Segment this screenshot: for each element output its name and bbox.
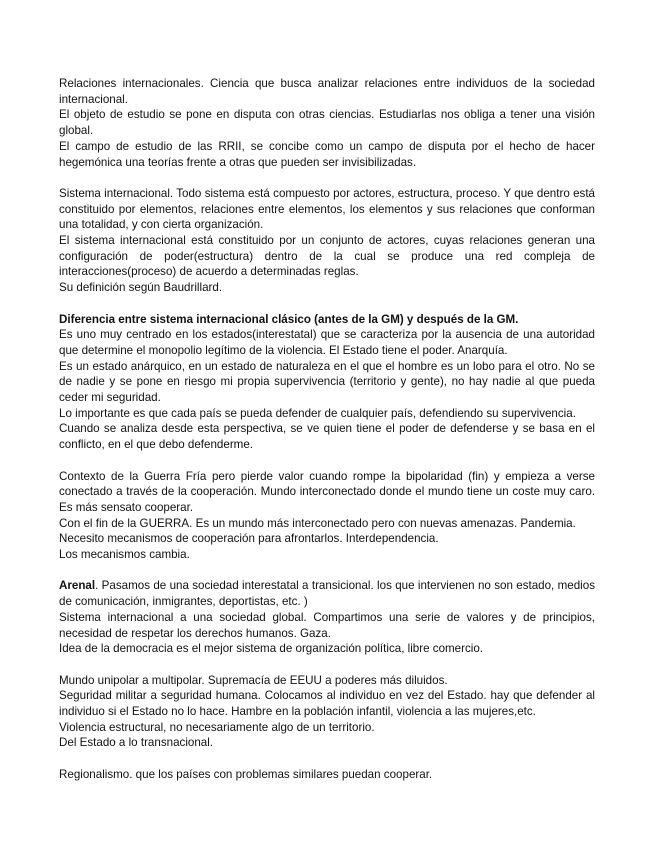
paragraph: [59, 578, 595, 609]
paragraph: Violencia estructural, no necesariamente algo de un territorio.: [59, 720, 375, 734]
paragraph: El objeto de estudio se pone en disputa con otras ciencias. Estudiarlas nos obliga a tener una visión global.: [59, 108, 595, 138]
paragraph: Sistema internacional a una sociedad global. Compartimos una serie de valores y de principios, necesidad de respetar los derechos humanos. Gaza.: [59, 610, 595, 640]
paragraph: Es un estado anárquico, en un estado de naturaleza en el que el hombre es un lobo para el otro. No se de nadie y se pone en riesgo mi propia supervivencia (territorio y gente), no hay nadie al que pueda ceder mi seguridad.: [59, 359, 595, 405]
paragraph-gap: [59, 453, 595, 469]
paragraph: Cuando se analiza desde esta perspectiva, se ve quien tiene el poder de defenderse y se basa en el conflicto, en el que debo defenderme.: [59, 422, 595, 452]
paragraph-gap: [59, 657, 595, 673]
paragraph: Con el fin de la GUERRA. Es un mundo más interconectado pero con nuevas amenazas. Pandemia.: [59, 516, 576, 530]
paragraph-gap: [59, 751, 595, 767]
paragraph: Contexto de la Guerra Fría pero pierde valor cuando rompe la bipolaridad (fin) y empieza a verse conectado a través de la cooperación. Mundo interconectado donde el mundo tiene un coste muy caro. Es más sensato cooperar.: [59, 469, 595, 514]
paragraph: El sistema internacional está constituido por un conjunto de actores, cuyas relaciones generan una configuración de poder(estructura) dentro de la cual se produce una red compleja de interacciones(proceso) de acuerdo a determinadas reglas.: [59, 234, 595, 279]
paragraph: Su definición según Baudrillard.: [59, 281, 223, 295]
paragraph: Relaciones internacionales. Ciencia que busca analizar relaciones entre individuos de la sociedad internacional.: [59, 77, 595, 106]
paragraph-gap: [59, 170, 595, 186]
paragraph: El campo de estudio de las RRII, se concibe como un campo de disputa por el hecho de hacer hegemónica una teorías frente a otras que pueden ser invisibilizadas.: [59, 139, 595, 169]
paragraph: Idea de la democracia es el mejor sistema de organización política, libre comercio.: [59, 642, 484, 656]
document-page: [59, 76, 595, 783]
paragraph: Necesito mecanismos de cooperación para afrontarlos. Interdependencia.: [59, 532, 439, 546]
bold-lead: Arenal: [59, 579, 96, 593]
paragraph-gap: [59, 563, 595, 579]
paragraph: Regionalismo. que los países con problemas similares puedan cooperar.: [59, 767, 433, 781]
paragraph: Es uno muy centrado en los estados(interestatal) que se caracteriza por la ausencia de una autoridad que determine el monopolio legítimo de la violencia. El Estado tiene el poder. Anarquía.: [59, 328, 595, 357]
paragraph: Del Estado a lo transnacional.: [59, 736, 214, 750]
paragraph: Lo importante es que cada país se pueda defender de cualquier país, defendiendo su supervivencia.: [59, 406, 576, 420]
paragraph-text: . Pasamos de una sociedad interestatal a transicional. los que intervienen no son estado, medios de comunicación, inmigrantes, deportistas, etc. ): [59, 579, 595, 609]
paragraph: Mundo unipolar a multipolar. Supremacía de EEUU a poderes más diluidos.: [59, 673, 448, 687]
paragraph: Los mecanismos cambia.: [59, 548, 190, 562]
section-heading: Diferencia entre sistema internacional clásico (antes de la GM) y después de la GM.: [59, 312, 519, 326]
paragraph-gap: [59, 296, 595, 312]
paragraph: Seguridad militar a seguridad humana. Colocamos al individuo en vez del Estado. hay que defender al individuo si el Estado no lo hace. Hambre en la población infantil, violencia a las mujeres,etc.: [59, 689, 595, 719]
paragraph: Sistema internacional. Todo sistema está compuesto por actores, estructura, proceso. Y que dentro está constituido por elementos, relaciones entre elementos, los elementos y sus relaciones que conforman una totalidad, y con cierta organización.: [59, 186, 595, 232]
